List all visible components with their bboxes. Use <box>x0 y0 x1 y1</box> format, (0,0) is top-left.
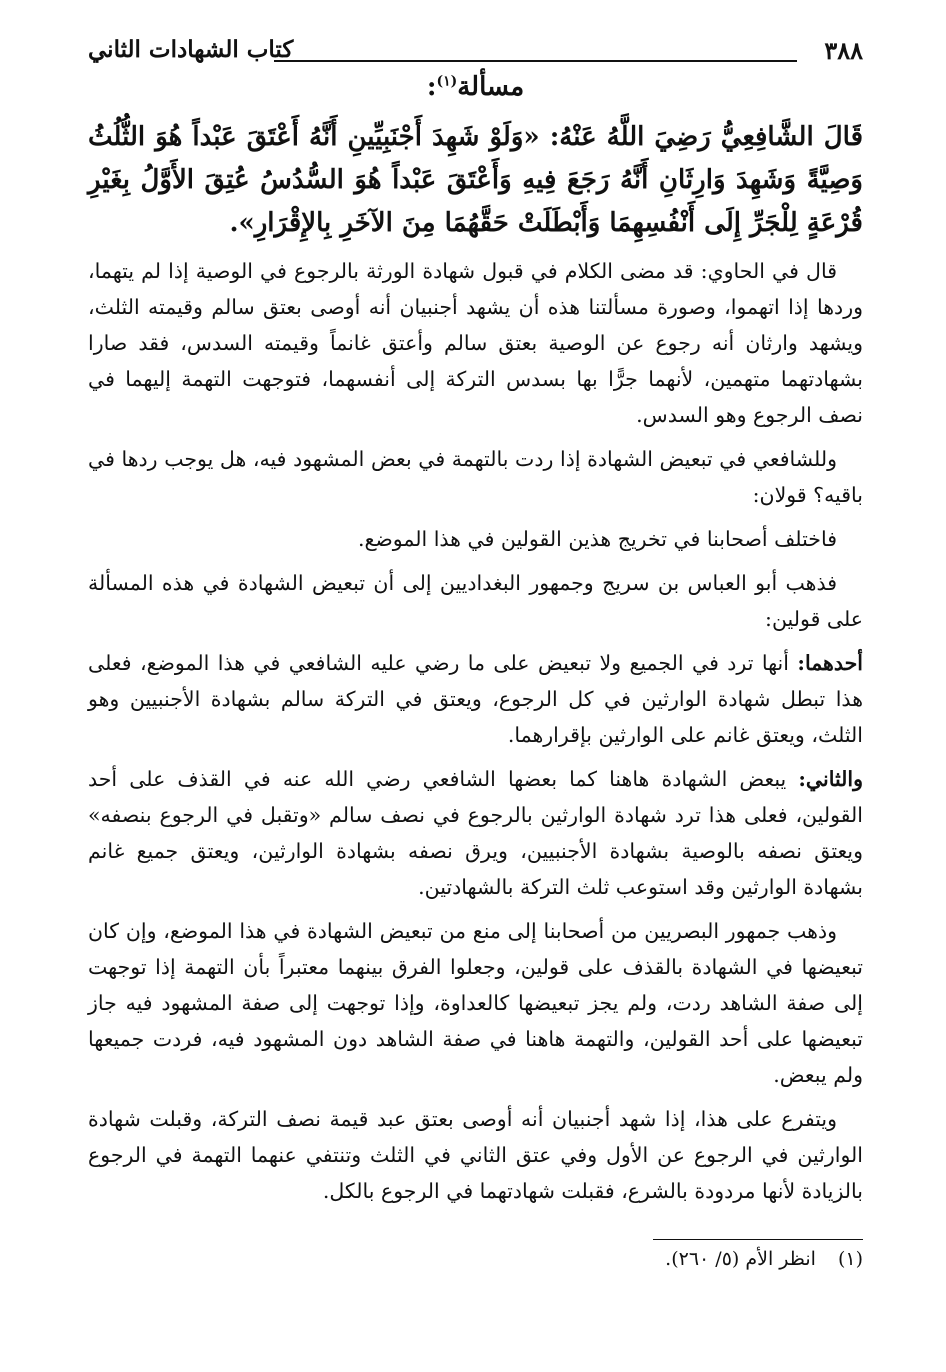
footnote <box>88 1248 863 1270</box>
header-rule <box>274 60 797 62</box>
paragraph-text: قال في الحاوي: قد مضى الكلام في قبول شهادة الورثة بالرجوع في الوصية إذا لم يتهما، وردها إذا اتهموا، وصورة مسألتنا هذه أن يشهد أجنبيان أنه أوصى بعتق سالم وقيمته الثلث، ويشهد وارثان أنه رجوع عن الوصية بعتق سالم وأعتق غانماً وقيمته السدس، فقد صارا بشهادتهما متهمين، لأنهما جرًّا بها بسدس التركة إلى أنفسهما، فتوجهت التهمة إليهما في نصف الرجوع وهو السدس. <box>88 259 863 427</box>
paragraph-text: فاختلف أصحابنا في تخريج هذين القولين في هذا الموضع. <box>357 527 837 551</box>
footnote-text: انظر الأم (٥/ ٢٦٠). <box>665 1248 816 1270</box>
shafii-quote: قَالَ الشَّافِعِيُّ رَضِيَ اللَّهُ عَنْهُ: «وَلَوْ شَهِدَ أَجْنَبِيِّينِ أَنَّهُ أَعْتَقَ عَبْداً هُوَ الثُّلُثُ وَصِيَّةً وَشَهِدَ وَارِثَانِ أَنَّهُ رَجَعَ فِيهِ وَأَعْتَقَ عَبْداً هُوَ السُّدُسُ عُتِقَ الأَوَّلُ بِغَيْرِ قُرْعَةٍ لِلْجَرِّ إِلَى أَنْفُسِهِمَا وَأَبْطَلَتْ حَقَّهُمَا مِنَ الآخَرِ بِالإِقْرَارِ». <box>88 122 863 238</box>
paragraph-1 <box>88 253 863 433</box>
paragraph-2 <box>88 441 863 513</box>
paragraph-text: ويتفرع على هذا، إذا شهد أجنبيان أنه أوصى بعتق عبد قيمة نصف التركة، وقبلت شهادة الوارثين في الرجوع عن الأول وفي عتق الثاني في الثلث وتنتفي عنهما التهمة في الرجوع بالزيادة لأنها مردودة بالشرع، فقبلت شهادتهما في الرجوع بالكل. <box>88 1107 863 1203</box>
paragraph-8 <box>88 1101 863 1209</box>
page <box>88 30 863 1270</box>
paragraph-6 <box>88 761 863 905</box>
footnote-rule <box>653 1239 863 1240</box>
paragraph-4 <box>88 565 863 637</box>
paragraph-3 <box>88 521 863 557</box>
section-title <box>88 72 863 102</box>
book-title: كتاب الشهادات الثاني <box>88 36 294 63</box>
running-header <box>88 30 863 70</box>
paragraph-text: أنها ترد في الجميع ولا تبعيض على ما رضي عليه الشافعي في هذا الموضع، فعلى هذا تبطل شهادة الوارثين في كل الرجوع، ويعتق في التركة سالم بشهادة الأجنبيين وهو الثلث، ويعتق غانم على الوارثين بإقرارهما. <box>88 651 863 747</box>
paragraph-lead: أحدهما: <box>797 651 863 675</box>
footnote-marker: (١) <box>837 1248 863 1270</box>
paragraph-text: يبعض الشهادة هاهنا كما بعضها الشافعي رضي الله عنه في القذف على أحد القولين، فعلى هذا ترد شهادة الوارثين بالرجوع في نصف سالم «وتقبل في الرجوع بنصفه» ويعتق نصفه بالوصية بشهادة الأجنبيين، ويرق نصفه بشهادة الوارثين، ويعتق جميع غانم بشهادة الوارثين وقد استوعب ثلث التركة بالشهادتين. <box>88 767 863 899</box>
paragraph-7 <box>88 913 863 1093</box>
section-title-suffix: : <box>426 72 437 102</box>
paragraph-text: وذهب جمهور البصريين من أصحابنا إلى منع من تبعيض الشهادة في هذا الموضع، وإن كان تبعيضها في الشهادة بالقذف على قولين، وجعلوا الفرق بينهما معتبراً بأن التهمة إذا توجهت إلى صفة الشاهد ردت، ولم يجز تبعيضها كالعداوة، وإذا توجهت إلى صفة المشهود فيه جاز تبعيضها على أحد القولين، والتهمة هاهنا في صفة الشاهد دون المشهود فيه، فردت جميعها ولم يبعض. <box>88 919 863 1087</box>
paragraph-text: وللشافعي في تبعيض الشهادة إذا ردت بالتهمة في بعض المشهود فيه، هل يوجب ردها في باقيه؟ قولان: <box>88 447 863 507</box>
page-number: ٣٨٨ <box>824 36 863 65</box>
section-title-text: مسألة <box>457 72 525 102</box>
paragraph-text: فذهب أبو العباس بن سريج وجمهور البغداديين إلى أن تبعيض الشهادة في هذه المسألة على قولين: <box>88 571 863 631</box>
section-footnote-marker: (١) <box>436 73 458 90</box>
paragraph-5 <box>88 645 863 753</box>
paragraph-lead: والثاني: <box>798 767 863 791</box>
